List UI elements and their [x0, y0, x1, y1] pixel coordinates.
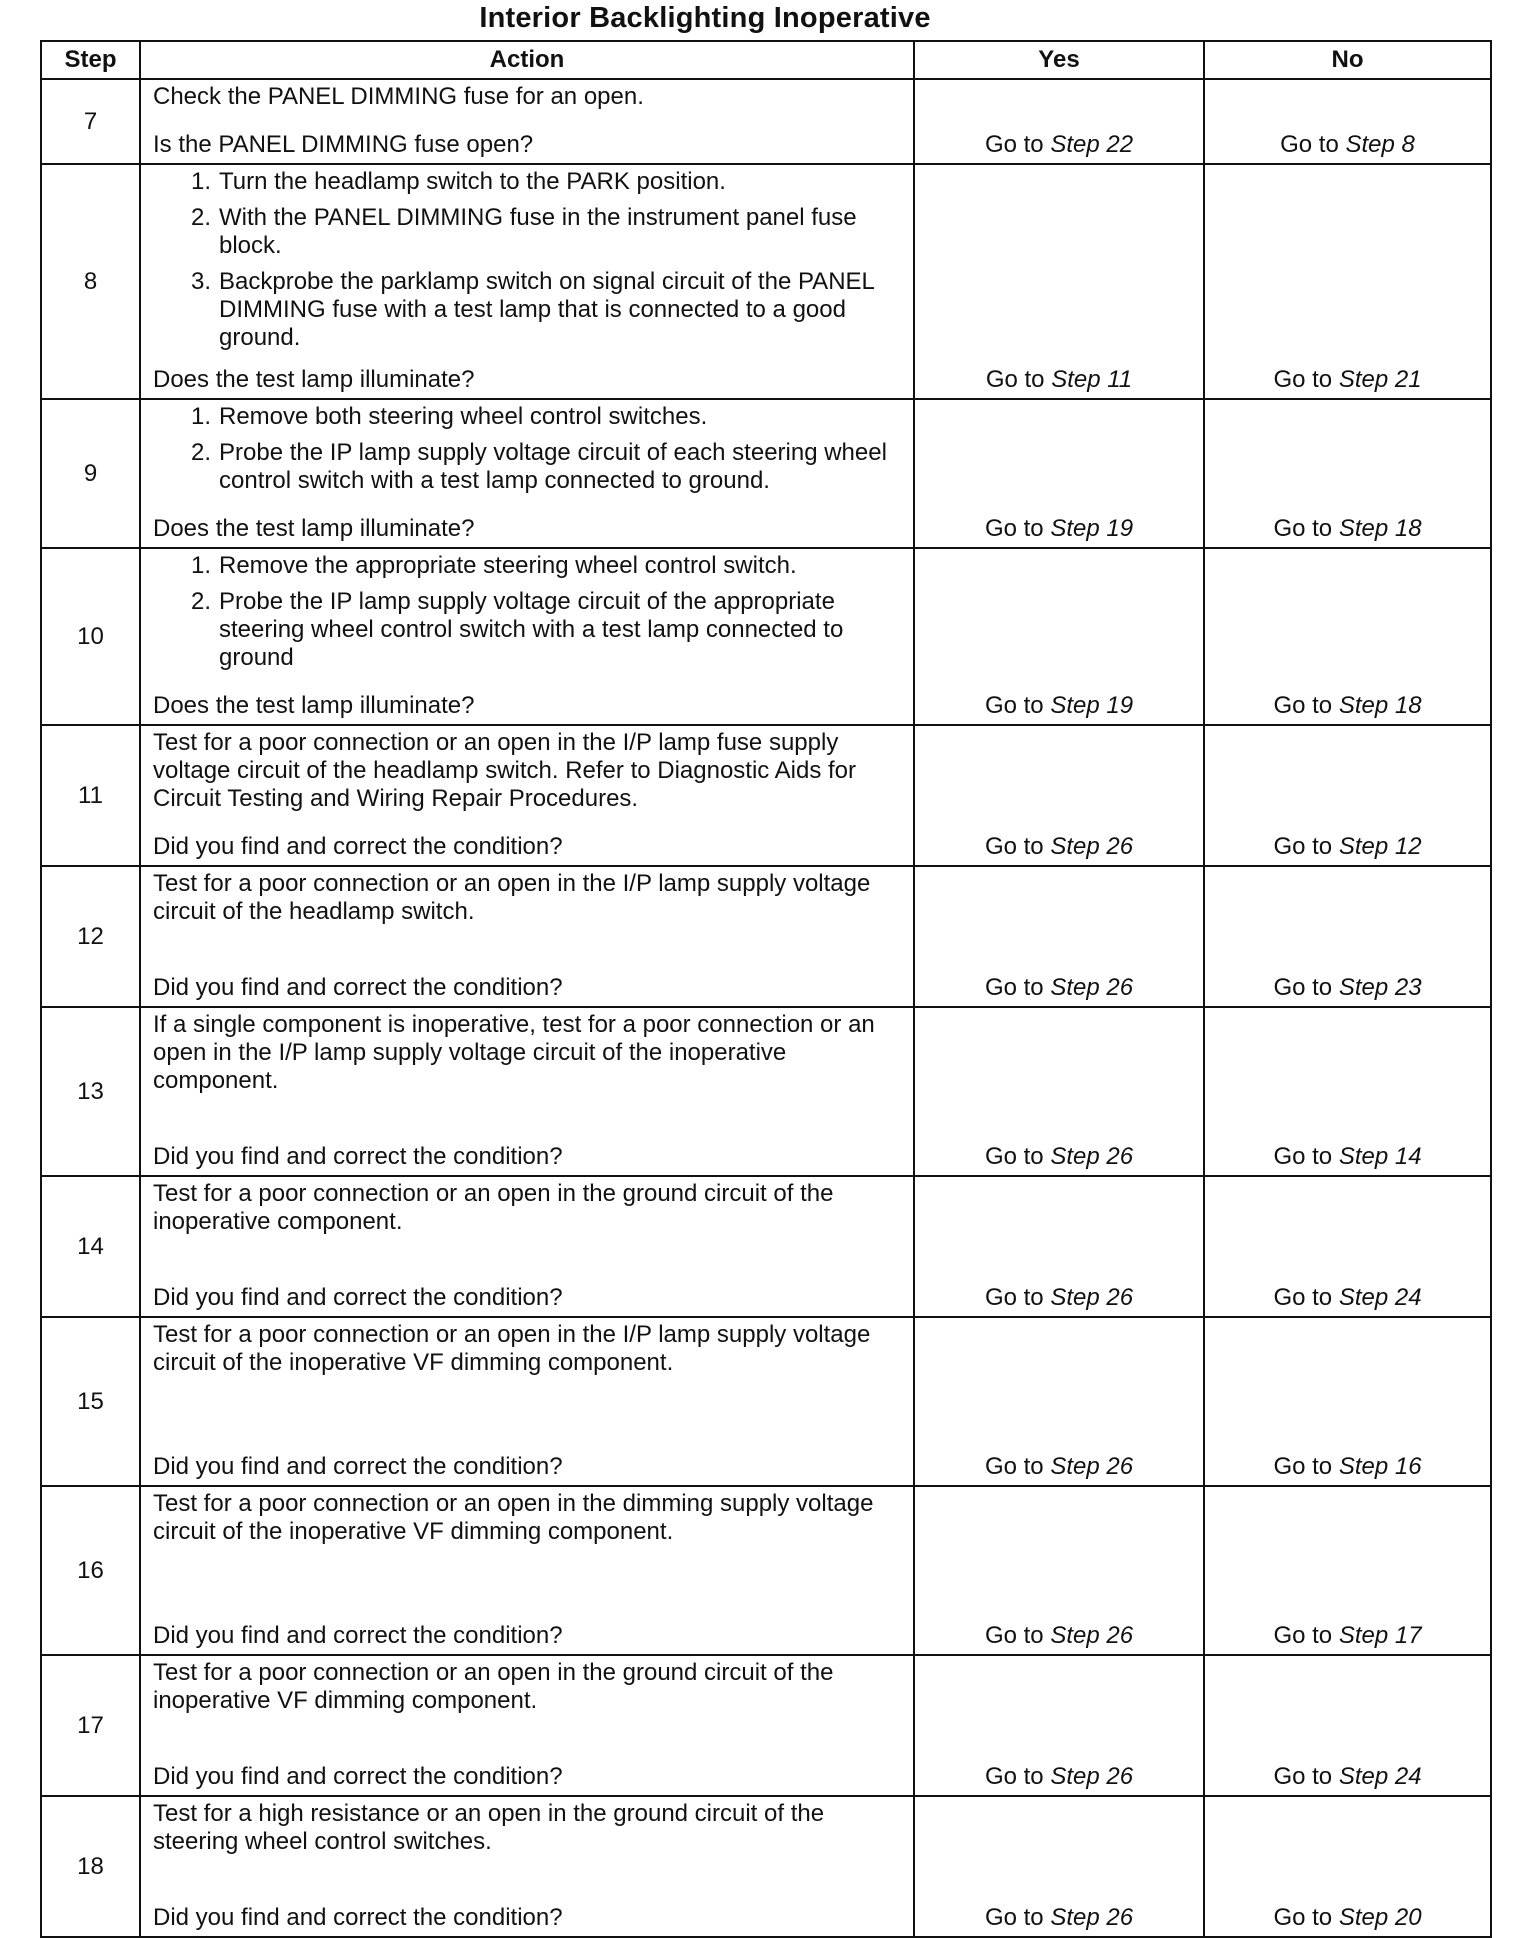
goto-link	[1273, 1284, 1421, 1311]
step-number: 8	[41, 164, 140, 399]
goto-link	[985, 974, 1133, 1001]
no-result-cell	[1204, 1655, 1491, 1796]
goto-prefix: Go to	[985, 366, 1045, 393]
action-instructions	[153, 1800, 903, 1858]
yes-result-cell	[914, 399, 1204, 548]
action-question: Did you find and correct the condition?	[153, 1143, 563, 1170]
goto-prefix: Go to	[1273, 1763, 1333, 1790]
action-question: Did you find and correct the condition?	[153, 833, 563, 860]
yes-result-cell	[914, 866, 1204, 1007]
table-row	[41, 399, 1491, 548]
goto-step: Step 8	[1345, 131, 1415, 158]
step-number: 18	[41, 1796, 140, 1937]
action-paragraph: Test for a poor connection or an open in the I/P lamp supply voltage circuit of the inoperative VF dimming component.	[153, 1321, 871, 1376]
goto-step: Step 16	[1338, 1453, 1422, 1480]
step-number: 14	[41, 1176, 140, 1317]
table-header-row	[41, 41, 1491, 79]
table-row	[41, 725, 1491, 866]
substep-item	[153, 403, 903, 431]
goto-prefix: Go to	[984, 1284, 1044, 1311]
step-number: 7	[41, 79, 140, 164]
action-content	[153, 403, 903, 543]
goto-link	[1273, 1143, 1421, 1170]
action-instructions	[153, 552, 903, 680]
goto-prefix: Go to	[984, 974, 1044, 1001]
action-instructions	[153, 403, 903, 503]
goto-prefix: Go to	[984, 1453, 1044, 1480]
no-result-cell	[1204, 1007, 1491, 1176]
action-cell	[140, 1317, 914, 1486]
action-question: Does the test lamp illuminate?	[153, 692, 475, 719]
action-cell	[140, 1007, 914, 1176]
goto-link	[1273, 515, 1421, 542]
action-paragraph: Check the PANEL DIMMING fuse for an open.	[153, 83, 644, 110]
goto-link	[985, 1284, 1133, 1311]
table-body	[41, 79, 1491, 1937]
table-row	[41, 1486, 1491, 1655]
goto-link	[985, 1904, 1133, 1931]
substep-text: Backprobe the parklamp switch on signal circuit of the PANEL DIMMING fuse with a test lamp that is connected to a good ground.	[219, 268, 874, 351]
step-number: 11	[41, 725, 140, 866]
goto-step: Step 22	[1050, 131, 1134, 158]
goto-link	[985, 833, 1133, 860]
diagnostic-table	[40, 40, 1492, 1938]
action-cell	[140, 1486, 914, 1655]
goto-step: Step 14	[1338, 1143, 1422, 1170]
action-question: Does the test lamp illuminate?	[153, 515, 475, 542]
substep-number: 2.	[190, 204, 211, 231]
substep-text: With the PANEL DIMMING fuse in the instrument panel fuse block.	[219, 204, 857, 259]
substep-list	[153, 403, 903, 495]
goto-step: Step 24	[1338, 1284, 1422, 1311]
action-instructions	[153, 1321, 903, 1379]
goto-prefix: Go to	[1273, 366, 1333, 393]
no-result-cell	[1204, 548, 1491, 725]
goto-prefix: Go to	[984, 692, 1044, 719]
action-content	[153, 1800, 903, 1932]
substep-item	[153, 168, 903, 196]
no-result-cell	[1204, 164, 1491, 399]
yes-result-cell	[914, 1176, 1204, 1317]
goto-link	[985, 515, 1133, 542]
action-content	[153, 168, 903, 394]
step-number: 10	[41, 548, 140, 725]
goto-link	[1273, 366, 1421, 393]
goto-prefix: Go to	[984, 833, 1044, 860]
goto-prefix: Go to	[984, 1763, 1044, 1790]
goto-prefix: Go to	[984, 1622, 1044, 1649]
goto-link	[1273, 833, 1421, 860]
no-result-cell	[1204, 1796, 1491, 1937]
substep-text: Remove the appropriate steering wheel control switch.	[219, 552, 797, 579]
goto-step: Step 24	[1338, 1763, 1422, 1790]
substep-number: 1.	[190, 552, 211, 579]
action-question: Did you find and correct the condition?	[153, 1622, 563, 1649]
yes-result-cell	[914, 1655, 1204, 1796]
action-question: Did you find and correct the condition?	[153, 1284, 563, 1311]
substep-number: 3.	[190, 268, 211, 295]
substep-text: Remove both steering wheel control switches.	[219, 403, 708, 430]
action-instructions	[153, 1180, 903, 1238]
substep-text: Turn the headlamp switch to the PARK position.	[219, 168, 726, 195]
goto-step: Step 26	[1050, 1284, 1134, 1311]
goto-prefix: Go to	[984, 1143, 1044, 1170]
action-paragraph: Test for a poor connection or an open in the I/P lamp fuse supply voltage circuit of the headlamp switch. Refer to Diagnostic Aids for Circuit Testing and Wiring Repair Procedures.	[153, 729, 857, 812]
table-row	[41, 1655, 1491, 1796]
action-paragraph: If a single component is inoperative, test for a poor connection or an open in the I/P lamp supply voltage circuit of the inoperative component.	[153, 1011, 875, 1094]
column-header-action: Action	[140, 41, 914, 79]
goto-prefix: Go to	[1273, 1453, 1333, 1480]
goto-step: Step 21	[1338, 366, 1422, 393]
substep-number: 2.	[190, 439, 211, 466]
substep-item	[153, 204, 903, 260]
goto-prefix: Go to	[1273, 692, 1333, 719]
substep-item	[153, 268, 903, 352]
goto-step: Step 26	[1050, 1904, 1134, 1931]
action-cell	[140, 1655, 914, 1796]
goto-step: Step 26	[1050, 1453, 1134, 1480]
action-content	[153, 729, 903, 861]
goto-prefix: Go to	[984, 1904, 1044, 1931]
goto-prefix: Go to	[984, 515, 1044, 542]
no-result-cell	[1204, 725, 1491, 866]
goto-step: Step 12	[1338, 833, 1422, 860]
goto-step: Step 20	[1338, 1904, 1422, 1931]
goto-prefix: Go to	[1273, 1622, 1333, 1649]
goto-step: Step 26	[1050, 1143, 1134, 1170]
action-cell	[140, 79, 914, 164]
action-instructions	[153, 1011, 903, 1097]
action-instructions	[153, 83, 903, 113]
table-row	[41, 164, 1491, 399]
substep-list	[153, 168, 903, 352]
no-result-cell	[1204, 79, 1491, 164]
yes-result-cell	[914, 1007, 1204, 1176]
column-header-yes: Yes	[914, 41, 1204, 79]
goto-prefix: Go to	[1273, 515, 1333, 542]
goto-prefix: Go to	[1273, 833, 1333, 860]
substep-number: 1.	[190, 168, 211, 195]
action-cell	[140, 399, 914, 548]
table-row	[41, 1796, 1491, 1937]
action-content	[153, 1659, 903, 1791]
goto-link	[1273, 974, 1421, 1001]
no-result-cell	[1204, 866, 1491, 1007]
page-title: Interior Backlighting Inoperative	[479, 2, 931, 34]
goto-step: Step 23	[1338, 974, 1422, 1001]
action-content	[153, 870, 903, 1002]
step-number: 9	[41, 399, 140, 548]
no-result-cell	[1204, 1486, 1491, 1655]
step-number: 13	[41, 1007, 140, 1176]
substep-number: 1.	[190, 403, 211, 430]
yes-result-cell	[914, 1486, 1204, 1655]
step-number: 15	[41, 1317, 140, 1486]
action-question: Did you find and correct the condition?	[153, 1763, 563, 1790]
action-content	[153, 83, 903, 159]
action-content	[153, 1490, 903, 1650]
action-paragraph: Test for a poor connection or an open in the ground circuit of the inoperative VF dimming component.	[153, 1659, 834, 1714]
action-cell	[140, 866, 914, 1007]
goto-prefix: Go to	[1273, 974, 1333, 1001]
action-question: Did you find and correct the condition?	[153, 1904, 563, 1931]
action-paragraph: Test for a poor connection or an open in the I/P lamp supply voltage circuit of the headlamp switch.	[153, 870, 871, 925]
yes-result-cell	[914, 1796, 1204, 1937]
action-cell	[140, 1796, 914, 1937]
action-instructions	[153, 168, 903, 360]
goto-link	[985, 1622, 1133, 1649]
action-instructions	[153, 1490, 903, 1548]
substep-item	[153, 439, 903, 495]
step-number: 16	[41, 1486, 140, 1655]
goto-link	[1273, 692, 1421, 719]
action-content	[153, 1180, 903, 1312]
action-cell	[140, 1176, 914, 1317]
goto-prefix: Go to	[1273, 1904, 1333, 1931]
goto-step: Step 18	[1338, 515, 1422, 542]
goto-step: Step 17	[1338, 1622, 1422, 1649]
table-row	[41, 79, 1491, 164]
action-question: Did you find and correct the condition?	[153, 1453, 563, 1480]
goto-link	[1273, 1904, 1421, 1931]
goto-link	[985, 1763, 1133, 1790]
step-number: 12	[41, 866, 140, 1007]
action-instructions	[153, 729, 903, 815]
no-result-cell	[1204, 1317, 1491, 1486]
goto-link	[1273, 1453, 1421, 1480]
table-row	[41, 866, 1491, 1007]
substep-number: 2.	[190, 588, 211, 615]
action-question: Did you find and correct the condition?	[153, 974, 563, 1001]
goto-step: Step 19	[1050, 515, 1134, 542]
yes-result-cell	[914, 164, 1204, 399]
column-header-no: No	[1204, 41, 1491, 79]
action-question: Is the PANEL DIMMING fuse open?	[153, 131, 534, 158]
no-result-cell	[1204, 1176, 1491, 1317]
goto-link	[986, 366, 1132, 393]
action-cell	[140, 164, 914, 399]
goto-step: Step 11	[1051, 366, 1133, 393]
yes-result-cell	[914, 725, 1204, 866]
table-row	[41, 1317, 1491, 1486]
action-paragraph: Test for a high resistance or an open in the ground circuit of the steering wheel control switches.	[153, 1800, 825, 1855]
action-content	[153, 1321, 903, 1481]
action-cell	[140, 548, 914, 725]
goto-link	[985, 1143, 1133, 1170]
goto-step: Step 18	[1338, 692, 1422, 719]
action-instructions	[153, 1659, 903, 1717]
substep-list	[153, 552, 903, 672]
goto-step: Step 26	[1050, 974, 1134, 1001]
table-row	[41, 1007, 1491, 1176]
yes-result-cell	[914, 79, 1204, 164]
no-result-cell	[1204, 399, 1491, 548]
substep-text: Probe the IP lamp supply voltage circuit of the appropriate steering wheel control switch with a test lamp connected to ground	[219, 588, 844, 671]
table-row	[41, 548, 1491, 725]
goto-link	[1273, 1622, 1421, 1649]
goto-step: Step 26	[1050, 1622, 1134, 1649]
goto-link	[1280, 131, 1415, 158]
action-paragraph: Test for a poor connection or an open in the dimming supply voltage circuit of the inoperative VF dimming component.	[153, 1490, 874, 1545]
yes-result-cell	[914, 1317, 1204, 1486]
goto-link	[985, 1453, 1133, 1480]
step-number: 17	[41, 1655, 140, 1796]
action-paragraph: Test for a poor connection or an open in the ground circuit of the inoperative component.	[153, 1180, 834, 1235]
action-question: Does the test lamp illuminate?	[153, 366, 475, 393]
action-content	[153, 552, 903, 720]
goto-prefix: Go to	[1280, 131, 1339, 158]
goto-step: Step 26	[1050, 1763, 1134, 1790]
goto-link	[985, 692, 1133, 719]
goto-step: Step 19	[1050, 692, 1134, 719]
goto-prefix: Go to	[984, 131, 1044, 158]
action-instructions	[153, 870, 903, 928]
column-header-step: Step	[41, 41, 140, 79]
substep-item	[153, 588, 903, 672]
yes-result-cell	[914, 548, 1204, 725]
substep-text: Probe the IP lamp supply voltage circuit of each steering wheel control switch with a test lamp connected to ground.	[219, 439, 887, 494]
action-content	[153, 1011, 903, 1171]
goto-link	[1273, 1763, 1421, 1790]
goto-prefix: Go to	[1273, 1143, 1333, 1170]
substep-item	[153, 552, 903, 580]
goto-step: Step 26	[1050, 833, 1134, 860]
goto-prefix: Go to	[1273, 1284, 1333, 1311]
action-cell	[140, 725, 914, 866]
goto-link	[985, 131, 1133, 158]
table-row	[41, 1176, 1491, 1317]
